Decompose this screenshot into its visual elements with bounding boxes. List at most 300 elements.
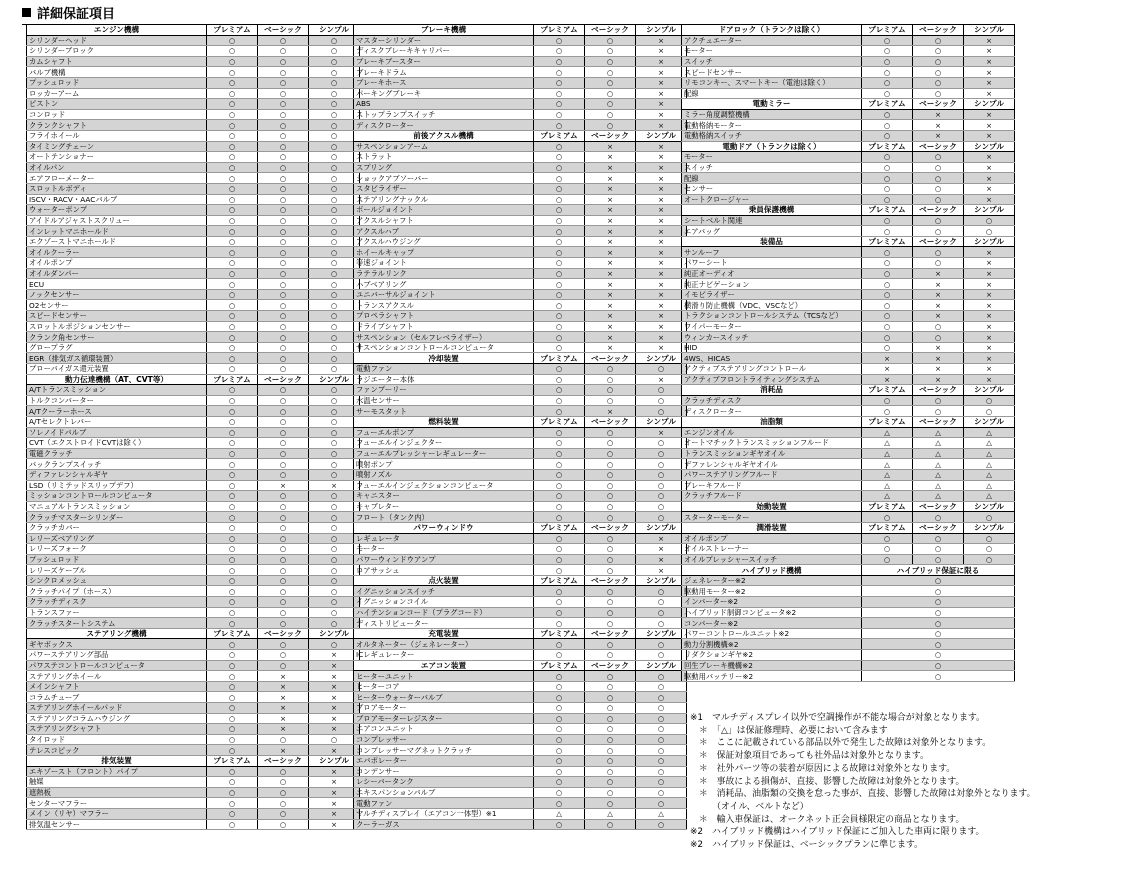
coverage-mark: ○ bbox=[636, 787, 687, 798]
coverage-mark: × bbox=[309, 713, 360, 724]
coverage-mark: ○ bbox=[258, 130, 309, 141]
coverage-mark: × bbox=[585, 183, 636, 194]
plan-header-0: プレミアム bbox=[862, 416, 913, 427]
coverage-mark: ○ bbox=[964, 406, 1015, 417]
coverage-mark: ○ bbox=[309, 565, 360, 576]
coverage-mark: ○ bbox=[534, 99, 585, 110]
coverage-mark: ○ bbox=[862, 332, 913, 343]
table-row bbox=[27, 173, 360, 184]
coverage-mark: ○ bbox=[585, 120, 636, 131]
table-row bbox=[27, 819, 360, 830]
table-row bbox=[354, 183, 687, 194]
plan-header-1: ベーシック bbox=[913, 99, 964, 110]
coverage-mark: ○ bbox=[534, 173, 585, 184]
table-row bbox=[354, 607, 687, 618]
part-name: レリーズフォーク bbox=[27, 544, 207, 555]
coverage-mark: ○ bbox=[862, 311, 913, 322]
coverage-mark: ○ bbox=[534, 56, 585, 67]
section-title: 装備品 bbox=[682, 236, 862, 247]
coverage-mark: ○ bbox=[585, 734, 636, 745]
table-row bbox=[27, 438, 360, 449]
coverage-mark: × bbox=[636, 311, 687, 322]
table-row bbox=[27, 660, 360, 671]
coverage-mark: × bbox=[258, 681, 309, 692]
footnote-line: （オイル、ベルトなど） bbox=[690, 801, 809, 812]
coverage-mark: ○ bbox=[534, 787, 585, 798]
page-title bbox=[22, 6, 200, 25]
coverage-mark: ○ bbox=[534, 247, 585, 258]
coverage-mark: × bbox=[636, 321, 687, 332]
part-name: トルクコンバーター bbox=[27, 395, 207, 406]
table-row bbox=[354, 427, 687, 438]
section-header-row bbox=[27, 25, 360, 36]
coverage-mark: ○ bbox=[534, 332, 585, 343]
table-row bbox=[27, 130, 360, 141]
plan-header-0: プレミアム bbox=[862, 99, 913, 110]
coverage-mark: ○ bbox=[636, 586, 687, 597]
coverage-mark: ○ bbox=[309, 427, 360, 438]
coverage-mark: △ bbox=[913, 427, 964, 438]
coverage-mark: ○ bbox=[207, 46, 258, 57]
plan-header-1: ベーシック bbox=[585, 130, 636, 141]
coverage-mark: ○ bbox=[309, 258, 360, 269]
table-row bbox=[354, 162, 687, 173]
table-row bbox=[27, 501, 360, 512]
part-name: ロッカーアーム bbox=[27, 88, 207, 99]
coverage-mark: × bbox=[309, 650, 360, 661]
table-row bbox=[354, 406, 687, 417]
coverage-mark: ○ bbox=[258, 618, 309, 629]
table-row bbox=[27, 279, 360, 290]
coverage-mark: ○ bbox=[913, 46, 964, 57]
coverage-mark: ○ bbox=[309, 385, 360, 396]
table-row bbox=[27, 268, 360, 279]
table-row bbox=[682, 671, 1015, 682]
coverage-mark: ○ bbox=[636, 618, 687, 629]
warranty-table-engine bbox=[26, 24, 360, 830]
part-name: レシーバータンク bbox=[354, 777, 534, 788]
table-row bbox=[682, 639, 1015, 650]
coverage-mark: × bbox=[636, 162, 687, 173]
coverage-mark: ○ bbox=[207, 501, 258, 512]
coverage-mark: ○ bbox=[534, 618, 585, 629]
plan-header-0: プレミアム bbox=[862, 141, 913, 152]
part-name: サスペンションアーム bbox=[354, 141, 534, 152]
coverage-mark: × bbox=[964, 364, 1015, 375]
plan-header-2: シンプル bbox=[636, 522, 687, 533]
part-name: ISCV・RACV・AACバルブ bbox=[27, 194, 207, 205]
table-row bbox=[354, 586, 687, 597]
coverage-mark: ○ bbox=[534, 183, 585, 194]
coverage-mark: ○ bbox=[862, 215, 913, 226]
coverage-mark: △ bbox=[964, 469, 1015, 480]
table-row bbox=[27, 162, 360, 173]
coverage-mark: ○ bbox=[862, 67, 913, 78]
table-row bbox=[682, 628, 1015, 639]
part-name: ボールジョイント bbox=[354, 205, 534, 216]
coverage-mark: ○ bbox=[258, 819, 309, 830]
coverage-mark: × bbox=[585, 205, 636, 216]
part-name: ICレギュレーター bbox=[354, 650, 534, 661]
table-row bbox=[27, 469, 360, 480]
coverage-mark: ○ bbox=[258, 247, 309, 258]
table-row bbox=[27, 247, 360, 258]
table-row bbox=[354, 639, 687, 650]
table-row bbox=[354, 491, 687, 502]
coverage-mark-hybrid: ○ bbox=[862, 650, 1015, 661]
coverage-mark: × bbox=[585, 289, 636, 300]
coverage-mark: ○ bbox=[207, 67, 258, 78]
section-header-row bbox=[354, 575, 687, 586]
table-row bbox=[27, 406, 360, 417]
part-name: アイドルアジャストスクリュー bbox=[27, 215, 207, 226]
plan-header-2: シンプル bbox=[309, 755, 360, 766]
coverage-mark: ○ bbox=[207, 395, 258, 406]
coverage-mark: ○ bbox=[534, 703, 585, 714]
coverage-mark-hybrid: ○ bbox=[862, 639, 1015, 650]
coverage-mark: ○ bbox=[207, 120, 258, 131]
section-title: 消耗品 bbox=[682, 385, 862, 396]
table-row bbox=[682, 162, 1015, 173]
coverage-mark: ○ bbox=[258, 544, 309, 555]
part-name: モーター bbox=[354, 544, 534, 555]
part-name: キャブレター bbox=[354, 501, 534, 512]
coverage-mark: ○ bbox=[258, 279, 309, 290]
coverage-mark: ○ bbox=[207, 162, 258, 173]
coverage-mark: ○ bbox=[207, 183, 258, 194]
coverage-mark: ○ bbox=[258, 321, 309, 332]
coverage-mark: ○ bbox=[258, 311, 309, 322]
plan-header-0: プレミアム bbox=[534, 353, 585, 364]
plan-header-2: シンプル bbox=[964, 236, 1015, 247]
part-name: インレットマニホールド bbox=[27, 226, 207, 237]
table-row bbox=[27, 692, 360, 703]
coverage-mark: ○ bbox=[309, 501, 360, 512]
plan-header-2: シンプル bbox=[309, 25, 360, 36]
coverage-mark: ○ bbox=[309, 120, 360, 131]
coverage-mark: ○ bbox=[258, 109, 309, 120]
coverage-mark: ○ bbox=[258, 99, 309, 110]
coverage-mark: ○ bbox=[534, 755, 585, 766]
part-name: アクチュエーター bbox=[682, 35, 862, 46]
coverage-mark: ○ bbox=[534, 692, 585, 703]
coverage-mark: ○ bbox=[309, 364, 360, 375]
coverage-mark: △ bbox=[964, 459, 1015, 470]
footnote-line: ＊ 保証対象項目であっても社外品は対象外となります。 bbox=[690, 751, 929, 762]
table-row bbox=[27, 226, 360, 237]
coverage-mark: × bbox=[964, 194, 1015, 205]
part-name: ブレーキフルード bbox=[682, 480, 862, 491]
coverage-mark: ○ bbox=[913, 194, 964, 205]
coverage-mark: ○ bbox=[862, 77, 913, 88]
table-row bbox=[354, 808, 687, 819]
coverage-mark: ○ bbox=[207, 469, 258, 480]
part-name: センターマフラー bbox=[27, 798, 207, 809]
coverage-mark: ○ bbox=[913, 544, 964, 555]
coverage-mark: ○ bbox=[258, 427, 309, 438]
part-name: O2センサー bbox=[27, 300, 207, 311]
section-title: 排気装置 bbox=[27, 755, 207, 766]
table-row bbox=[354, 173, 687, 184]
part-name: ユニバーサルジョイント bbox=[354, 289, 534, 300]
coverage-mark: ○ bbox=[258, 808, 309, 819]
coverage-mark: ○ bbox=[636, 512, 687, 523]
coverage-mark: ○ bbox=[862, 130, 913, 141]
coverage-mark: ○ bbox=[309, 268, 360, 279]
part-name: サーモスタット bbox=[354, 406, 534, 417]
part-name: CVT（エクストロイドCVTは除く） bbox=[27, 438, 207, 449]
coverage-mark: × bbox=[309, 724, 360, 735]
coverage-mark: ○ bbox=[862, 173, 913, 184]
part-name: スイッチ bbox=[682, 56, 862, 67]
part-name: 電磁クラッチ bbox=[27, 448, 207, 459]
coverage-mark: × bbox=[309, 660, 360, 671]
coverage-mark: × bbox=[964, 247, 1015, 258]
table-row bbox=[27, 480, 360, 491]
table-row bbox=[354, 374, 687, 385]
plan-header-0: プレミアム bbox=[862, 25, 913, 36]
part-name: ステアリングコラムハウジング bbox=[27, 713, 207, 724]
coverage-mark: ○ bbox=[636, 406, 687, 417]
coverage-mark: ○ bbox=[913, 406, 964, 417]
coverage-mark: ○ bbox=[207, 300, 258, 311]
coverage-mark: △ bbox=[862, 459, 913, 470]
coverage-mark: × bbox=[309, 703, 360, 714]
part-name: ブレーキドラム bbox=[354, 67, 534, 78]
section-header-row bbox=[354, 628, 687, 639]
part-name: ABS bbox=[354, 99, 534, 110]
coverage-mark: ○ bbox=[636, 692, 687, 703]
coverage-mark: ○ bbox=[207, 438, 258, 449]
table-row bbox=[354, 734, 687, 745]
coverage-mark: ○ bbox=[585, 438, 636, 449]
coverage-mark: ○ bbox=[258, 353, 309, 364]
coverage-mark: × bbox=[964, 67, 1015, 78]
table-row bbox=[354, 787, 687, 798]
section-header-row bbox=[27, 755, 360, 766]
table-row bbox=[27, 77, 360, 88]
coverage-mark: ○ bbox=[585, 77, 636, 88]
coverage-mark-hybrid: ○ bbox=[862, 597, 1015, 608]
part-name: エキゾースト（フロント）パイプ bbox=[27, 766, 207, 777]
coverage-mark: ○ bbox=[207, 544, 258, 555]
coverage-mark: ○ bbox=[309, 56, 360, 67]
coverage-mark: ○ bbox=[309, 88, 360, 99]
coverage-mark: ○ bbox=[534, 597, 585, 608]
part-name: コンプレッサーマグネットクラッチ bbox=[354, 745, 534, 756]
coverage-mark: ○ bbox=[258, 639, 309, 650]
coverage-mark: × bbox=[585, 141, 636, 152]
coverage-mark: × bbox=[913, 311, 964, 322]
table-row bbox=[27, 575, 360, 586]
coverage-mark: × bbox=[585, 226, 636, 237]
table-row bbox=[27, 734, 360, 745]
part-name: パワーコントロールユニット※2 bbox=[682, 628, 862, 639]
table-row bbox=[27, 88, 360, 99]
part-name: エンジンオイル bbox=[682, 427, 862, 438]
table-row bbox=[27, 766, 360, 777]
part-name: 駆動用バッテリー※2 bbox=[682, 671, 862, 682]
coverage-mark: × bbox=[636, 183, 687, 194]
coverage-mark: ○ bbox=[862, 533, 913, 544]
coverage-mark: ○ bbox=[913, 533, 964, 544]
part-name: HID bbox=[682, 342, 862, 353]
coverage-mark: × bbox=[913, 364, 964, 375]
table-row bbox=[27, 522, 360, 533]
part-name: ディスクローター bbox=[354, 120, 534, 131]
part-name: モーター bbox=[682, 152, 862, 163]
part-name: エアフローメーター bbox=[27, 173, 207, 184]
coverage-mark: ○ bbox=[207, 247, 258, 258]
coverage-mark: ○ bbox=[636, 766, 687, 777]
coverage-mark: ○ bbox=[585, 469, 636, 480]
coverage-mark: ○ bbox=[207, 724, 258, 735]
coverage-mark: ○ bbox=[207, 353, 258, 364]
part-name: ソレノイドバルブ bbox=[27, 427, 207, 438]
coverage-mark: ○ bbox=[534, 279, 585, 290]
coverage-mark: ○ bbox=[964, 226, 1015, 237]
coverage-mark: × bbox=[964, 268, 1015, 279]
coverage-mark-hybrid: ○ bbox=[862, 628, 1015, 639]
coverage-mark: ○ bbox=[258, 501, 309, 512]
coverage-mark: × bbox=[964, 77, 1015, 88]
part-name: イモビライザー bbox=[682, 289, 862, 300]
coverage-mark: ○ bbox=[258, 300, 309, 311]
coverage-mark: ○ bbox=[258, 385, 309, 396]
footnote-line: ※2 ハイブリッド保証は、ベーシックプランに準じます。 bbox=[690, 840, 923, 851]
coverage-mark: ○ bbox=[534, 406, 585, 417]
coverage-mark: ○ bbox=[207, 205, 258, 216]
plan-header-0: プレミアム bbox=[862, 236, 913, 247]
table-row bbox=[354, 311, 687, 322]
coverage-mark: ○ bbox=[862, 554, 913, 565]
coverage-mark: × bbox=[913, 374, 964, 385]
part-name: アクティブフロントライティングシステム bbox=[682, 374, 862, 385]
coverage-mark: × bbox=[636, 226, 687, 237]
coverage-mark: × bbox=[964, 311, 1015, 322]
coverage-mark: ○ bbox=[207, 236, 258, 247]
coverage-mark: ○ bbox=[636, 798, 687, 809]
part-name: マスターシリンダー bbox=[354, 35, 534, 46]
coverage-mark: ○ bbox=[862, 258, 913, 269]
coverage-mark: ○ bbox=[534, 491, 585, 502]
coverage-mark: ○ bbox=[585, 480, 636, 491]
table-row bbox=[27, 289, 360, 300]
section-header-row bbox=[354, 522, 687, 533]
coverage-mark: ○ bbox=[207, 798, 258, 809]
coverage-mark: ○ bbox=[309, 236, 360, 247]
coverage-mark: ○ bbox=[309, 183, 360, 194]
table-row bbox=[354, 205, 687, 216]
plan-header-0: プレミアム bbox=[534, 522, 585, 533]
plan-header-2: シンプル bbox=[964, 522, 1015, 533]
coverage-mark: ○ bbox=[534, 311, 585, 322]
part-name: ディストリビューター bbox=[354, 618, 534, 629]
coverage-mark: × bbox=[636, 565, 687, 576]
coverage-mark: × bbox=[585, 321, 636, 332]
coverage-mark: ○ bbox=[534, 258, 585, 269]
coverage-mark: ○ bbox=[913, 332, 964, 343]
coverage-mark: ○ bbox=[207, 819, 258, 830]
footnote-line: ＊ 社外パーツ等の装着が原因による故障は対象外となります。 bbox=[690, 763, 956, 774]
part-name: スロットルボディ bbox=[27, 183, 207, 194]
part-name: レリーズベアリング bbox=[27, 533, 207, 544]
coverage-mark: ○ bbox=[585, 565, 636, 576]
part-name: ジェネレーター※2 bbox=[682, 575, 862, 586]
part-name: マルチディスプレイ（エアコン一体型）※1 bbox=[354, 808, 534, 819]
coverage-mark: ○ bbox=[585, 597, 636, 608]
coverage-mark: × bbox=[636, 56, 687, 67]
plan-header-1: ベーシック bbox=[913, 385, 964, 396]
table-row bbox=[354, 501, 687, 512]
coverage-mark: ○ bbox=[258, 597, 309, 608]
part-name: フューエルプレッシャーレギュレーター bbox=[354, 448, 534, 459]
coverage-mark: × bbox=[258, 692, 309, 703]
part-name: リダクションギヤ※2 bbox=[682, 650, 862, 661]
table-row bbox=[354, 279, 687, 290]
section-header-row bbox=[682, 236, 1015, 247]
table-row bbox=[354, 544, 687, 555]
coverage-mark: ○ bbox=[534, 819, 585, 830]
coverage-mark: ○ bbox=[534, 448, 585, 459]
table-row bbox=[354, 226, 687, 237]
part-name: ラジエーター本体 bbox=[354, 374, 534, 385]
coverage-mark: ○ bbox=[862, 35, 913, 46]
table-row bbox=[354, 777, 687, 788]
coverage-mark: × bbox=[636, 258, 687, 269]
plan-header-0: プレミアム bbox=[534, 628, 585, 639]
coverage-mark-hybrid: ○ bbox=[862, 586, 1015, 597]
coverage-mark: ○ bbox=[534, 374, 585, 385]
coverage-mark: × bbox=[636, 332, 687, 343]
footnote-line: ※2 ハイブリッド機構はハイブリッド保証にご加入した車両に限ります。 bbox=[690, 827, 985, 838]
coverage-mark: ○ bbox=[534, 427, 585, 438]
coverage-mark: ○ bbox=[309, 152, 360, 163]
coverage-mark: ○ bbox=[862, 321, 913, 332]
plan-header-2: シンプル bbox=[636, 628, 687, 639]
coverage-mark: × bbox=[309, 808, 360, 819]
coverage-mark: ○ bbox=[862, 279, 913, 290]
plan-header-1: ベーシック bbox=[913, 501, 964, 512]
coverage-mark: ○ bbox=[258, 205, 309, 216]
coverage-mark: × bbox=[964, 289, 1015, 300]
coverage-mark: ○ bbox=[258, 438, 309, 449]
part-name: 排気温センサー bbox=[27, 819, 207, 830]
table-row bbox=[354, 77, 687, 88]
coverage-mark: ○ bbox=[207, 88, 258, 99]
section-header-row bbox=[27, 374, 360, 385]
coverage-mark: ○ bbox=[534, 109, 585, 120]
square-bullet-icon bbox=[22, 8, 31, 17]
plan-header-1: ベーシック bbox=[258, 25, 309, 36]
coverage-mark: ○ bbox=[309, 342, 360, 353]
table-row bbox=[354, 109, 687, 120]
coverage-mark: ○ bbox=[862, 406, 913, 417]
table-row bbox=[27, 416, 360, 427]
table-row bbox=[27, 109, 360, 120]
coverage-mark: ○ bbox=[207, 416, 258, 427]
table-row bbox=[354, 194, 687, 205]
coverage-mark: × bbox=[964, 88, 1015, 99]
section-header-row bbox=[682, 522, 1015, 533]
part-name: テレスコピック bbox=[27, 745, 207, 756]
coverage-mark: × bbox=[636, 544, 687, 555]
coverage-mark: ○ bbox=[258, 766, 309, 777]
table-row bbox=[682, 183, 1015, 194]
table-row bbox=[682, 554, 1015, 565]
coverage-mark: ○ bbox=[309, 734, 360, 745]
part-name: 等速ジョイント bbox=[354, 258, 534, 269]
